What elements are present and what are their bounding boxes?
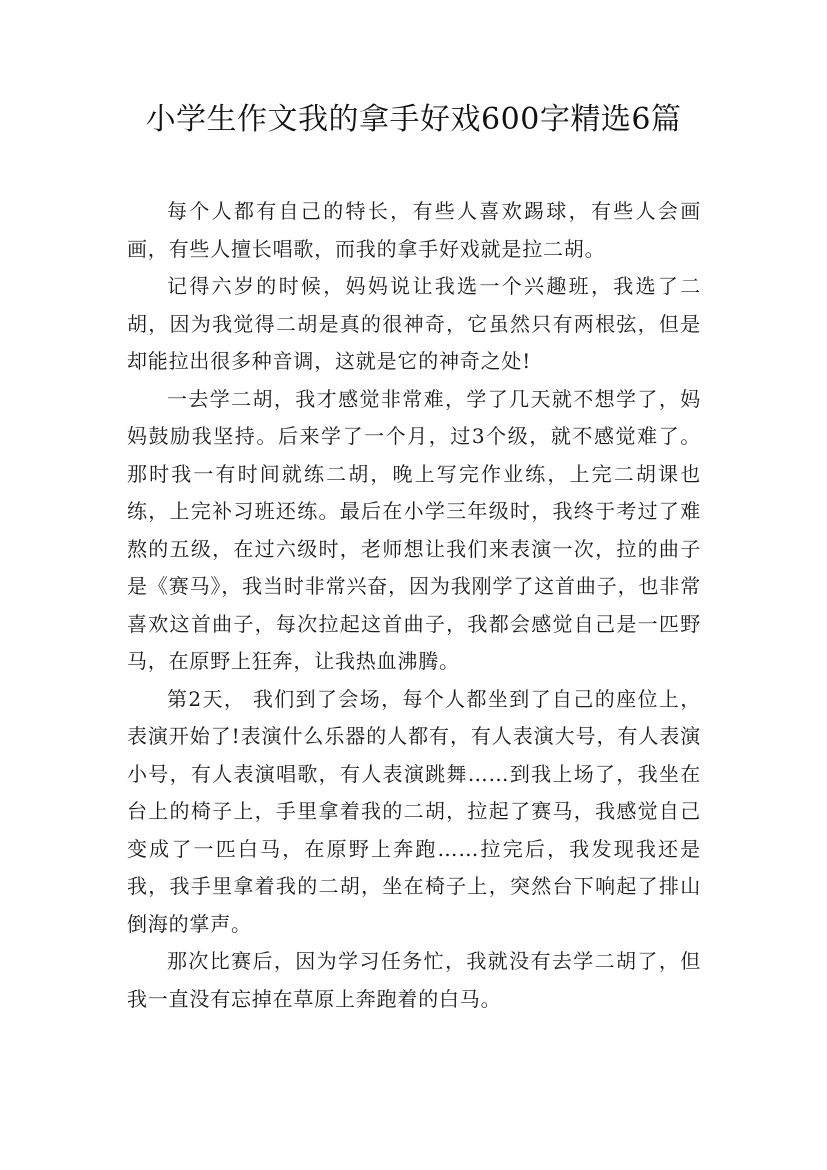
paragraph-3: 一去学二胡，我才感觉非常难，学了几天就不想学了，妈妈鼓励我坚持。后来学了一个月，过3个级，就不感觉难了。那时我一有时间就练二胡，晚上写完作业练，上完二胡课也练，上完补习班还练。最后在小学三年级时，我终于考过了难熬的五级，在过六级时，老师想让我们来表演一次，拉的曲子是《赛马》，我当时非常兴奋，因为我刚学了这首曲子，也非常喜欢这首曲子，每次拉起这首曲子，我都会感觉自己是一匹野马，在原野上狂奔，让我热血沸腾。 — [127, 386, 701, 673]
paragraph-5: 那次比赛后，因为学习任务忙，我就没有去学二胡了，但我一直没有忘掉在草原上奔跑着的白马。 — [127, 949, 701, 1011]
document-body — [127, 193, 701, 1018]
paragraph-4: 第2天， 我们到了会场，每个人都坐到了自己的座位上，表演开始了!表演什么乐器的人都有，有人表演大号，有人表演小号，有人表演唱歌，有人表演跳舞……到我上场了，我坐在台上的椅子上，手里拿着我的二胡，拉起了赛马，我感觉自己变成了一匹白马，在原野上奔跑……拉完后，我发现我还是我，我手里拿着我的二胡，坐在椅子上，突然台下响起了排山倒海的掌声。 — [127, 686, 701, 936]
paragraph-2: 记得六岁的时候，妈妈说让我选一个兴趣班，我选了二胡，因为我觉得二胡是真的很神奇，它虽然只有两根弦，但是却能拉出很多种音调，这就是它的神奇之处! — [127, 274, 701, 373]
document-title: 小学生作文我的拿手好戏600字精选6篇 — [145, 102, 682, 137]
paragraph-1: 每个人都有自己的特长，有些人喜欢踢球，有些人会画画，有些人擅长唱歌，而我的拿手好戏就是拉二胡。 — [127, 199, 701, 261]
